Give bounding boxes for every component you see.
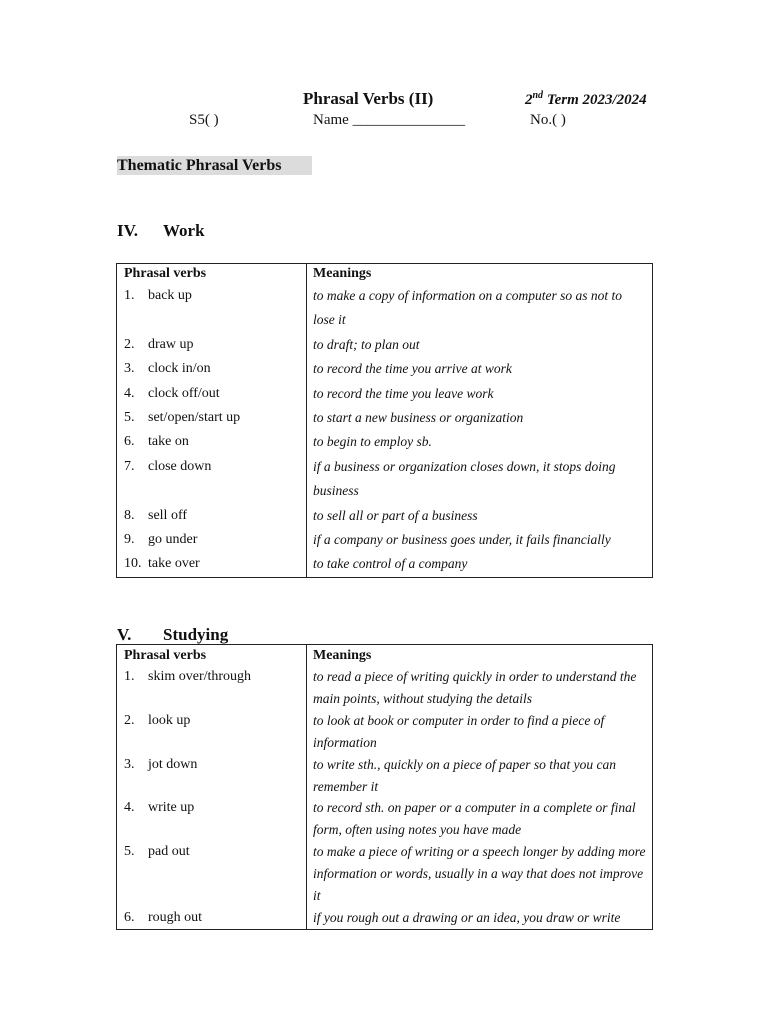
- section-number: V.: [117, 625, 132, 644]
- verb-cell: [117, 406, 307, 430]
- name-field: Name _______________: [313, 112, 466, 128]
- row-number: 5.: [124, 844, 135, 860]
- meaning-cell: to take control of a company: [307, 552, 653, 577]
- table-row: [117, 284, 653, 333]
- verb-cell: [117, 284, 307, 333]
- verb-text: pad out: [148, 844, 190, 860]
- section-title: Studying: [163, 625, 229, 644]
- verb-cell: [117, 666, 307, 710]
- student-number-field: No.( ): [530, 112, 566, 128]
- verb-text: write up: [148, 800, 195, 816]
- meaning-cell: to make a piece of writing or a speech longer by adding more information or words, usually in a way that does not improve it: [307, 841, 653, 907]
- meaning-cell: to start a new business or organization: [307, 406, 653, 430]
- verb-cell: [117, 333, 307, 357]
- verb-text: back up: [148, 288, 192, 303]
- verb-cell: [117, 357, 307, 381]
- table-header-row: [117, 264, 653, 285]
- column-header-meanings: Meanings: [307, 264, 653, 285]
- thematic-heading: Thematic Phrasal Verbs: [117, 156, 312, 175]
- verb-text: clock in/on: [148, 361, 211, 377]
- row-number: 3.: [124, 361, 135, 377]
- table-row: [117, 455, 653, 504]
- row-number: 7.: [124, 458, 135, 474]
- term-year: Term 2023/2024: [543, 92, 647, 108]
- meaning-cell: to begin to employ sb.: [307, 430, 653, 454]
- meaning-cell: if a business or organization closes down, it stops doing business: [307, 455, 653, 504]
- meaning-cell: to make a copy of information on a computer so as not to lose it: [307, 284, 653, 333]
- verb-text: look up: [148, 712, 191, 728]
- term-label: [525, 90, 647, 109]
- verb-cell: [117, 841, 307, 907]
- row-number: 4.: [124, 385, 135, 401]
- row-number: 1.: [124, 288, 135, 303]
- meaning-cell: to read a piece of writing quickly in order to understand the main points, without studying the details: [307, 666, 653, 710]
- row-number: 5.: [124, 410, 135, 426]
- table-row: [117, 406, 653, 430]
- verb-text: sell off: [148, 507, 188, 523]
- verb-text: jot down: [148, 756, 198, 772]
- meaning-cell: to record the time you arrive at work: [307, 357, 653, 381]
- row-number: 2.: [124, 336, 135, 352]
- phrasal-verbs-table-work: [116, 263, 653, 578]
- row-number: 6.: [124, 909, 135, 925]
- verb-cell: [117, 552, 307, 577]
- verb-cell: [117, 797, 307, 841]
- row-number: 6.: [124, 434, 135, 450]
- row-number: 8.: [124, 507, 135, 523]
- table-row: [117, 797, 653, 841]
- verb-cell: [117, 455, 307, 504]
- row-number: 2.: [124, 712, 135, 728]
- section-heading-work: [0, 221, 768, 243]
- verb-text: take over: [148, 556, 200, 572]
- verb-cell: [117, 754, 307, 798]
- class-field: S5( ): [189, 112, 219, 128]
- table-row: [117, 333, 653, 357]
- column-header-verbs: Phrasal verbs: [117, 264, 307, 285]
- table-row: [117, 666, 653, 710]
- section-title: Work: [163, 221, 205, 240]
- meaning-cell: if a company or business goes under, it fails financially: [307, 528, 653, 552]
- table-row: [117, 710, 653, 754]
- verb-text: set/open/start up: [148, 410, 241, 426]
- row-number: 3.: [124, 756, 135, 772]
- verb-text: draw up: [148, 336, 194, 352]
- row-number: 4.: [124, 800, 135, 816]
- meaning-cell: to record the time you leave work: [307, 382, 653, 406]
- table-row: [117, 382, 653, 406]
- phrasal-verbs-table-studying: [116, 644, 653, 930]
- section-number: IV.: [117, 221, 138, 240]
- table-row: [117, 754, 653, 798]
- table-row: [117, 841, 653, 907]
- meaning-cell: to look at book or computer in order to find a piece of information: [307, 710, 653, 754]
- verb-text: skim over/through: [148, 669, 252, 684]
- verb-cell: [117, 504, 307, 528]
- term-number: 2: [525, 92, 533, 108]
- verb-cell: [117, 710, 307, 754]
- table-row: [117, 528, 653, 552]
- meaning-cell: to sell all or part of a business: [307, 504, 653, 528]
- meaning-cell: to record sth. on paper or a computer in a complete or final form, often using notes you have made: [307, 797, 653, 841]
- table-header-row: [117, 645, 653, 667]
- table-row: [117, 357, 653, 381]
- page-title: Phrasal Verbs (II): [303, 89, 434, 108]
- table-row: [117, 907, 653, 929]
- table-row: [117, 504, 653, 528]
- meaning-cell: to write sth., quickly on a piece of paper so that you can remember it: [307, 754, 653, 798]
- table-row: [117, 552, 653, 577]
- verb-cell: [117, 382, 307, 406]
- table-row: [117, 430, 653, 454]
- verb-text: go under: [148, 532, 198, 548]
- verb-text: rough out: [148, 909, 203, 925]
- verb-text: clock off/out: [148, 385, 220, 401]
- column-header-meanings: Meanings: [307, 645, 653, 667]
- verb-text: close down: [148, 458, 212, 474]
- row-number: 9.: [124, 532, 135, 548]
- meaning-cell: if you rough out a drawing or an idea, you draw or write: [307, 907, 653, 929]
- verb-cell: [117, 430, 307, 454]
- row-number: 10.: [124, 556, 142, 572]
- verb-cell: [117, 907, 307, 929]
- meaning-cell: to draft; to plan out: [307, 333, 653, 357]
- column-header-verbs: Phrasal verbs: [117, 645, 307, 667]
- term-superscript: nd: [532, 90, 544, 101]
- verb-cell: [117, 528, 307, 552]
- row-number: 1.: [124, 669, 135, 684]
- verb-text: take on: [148, 434, 189, 450]
